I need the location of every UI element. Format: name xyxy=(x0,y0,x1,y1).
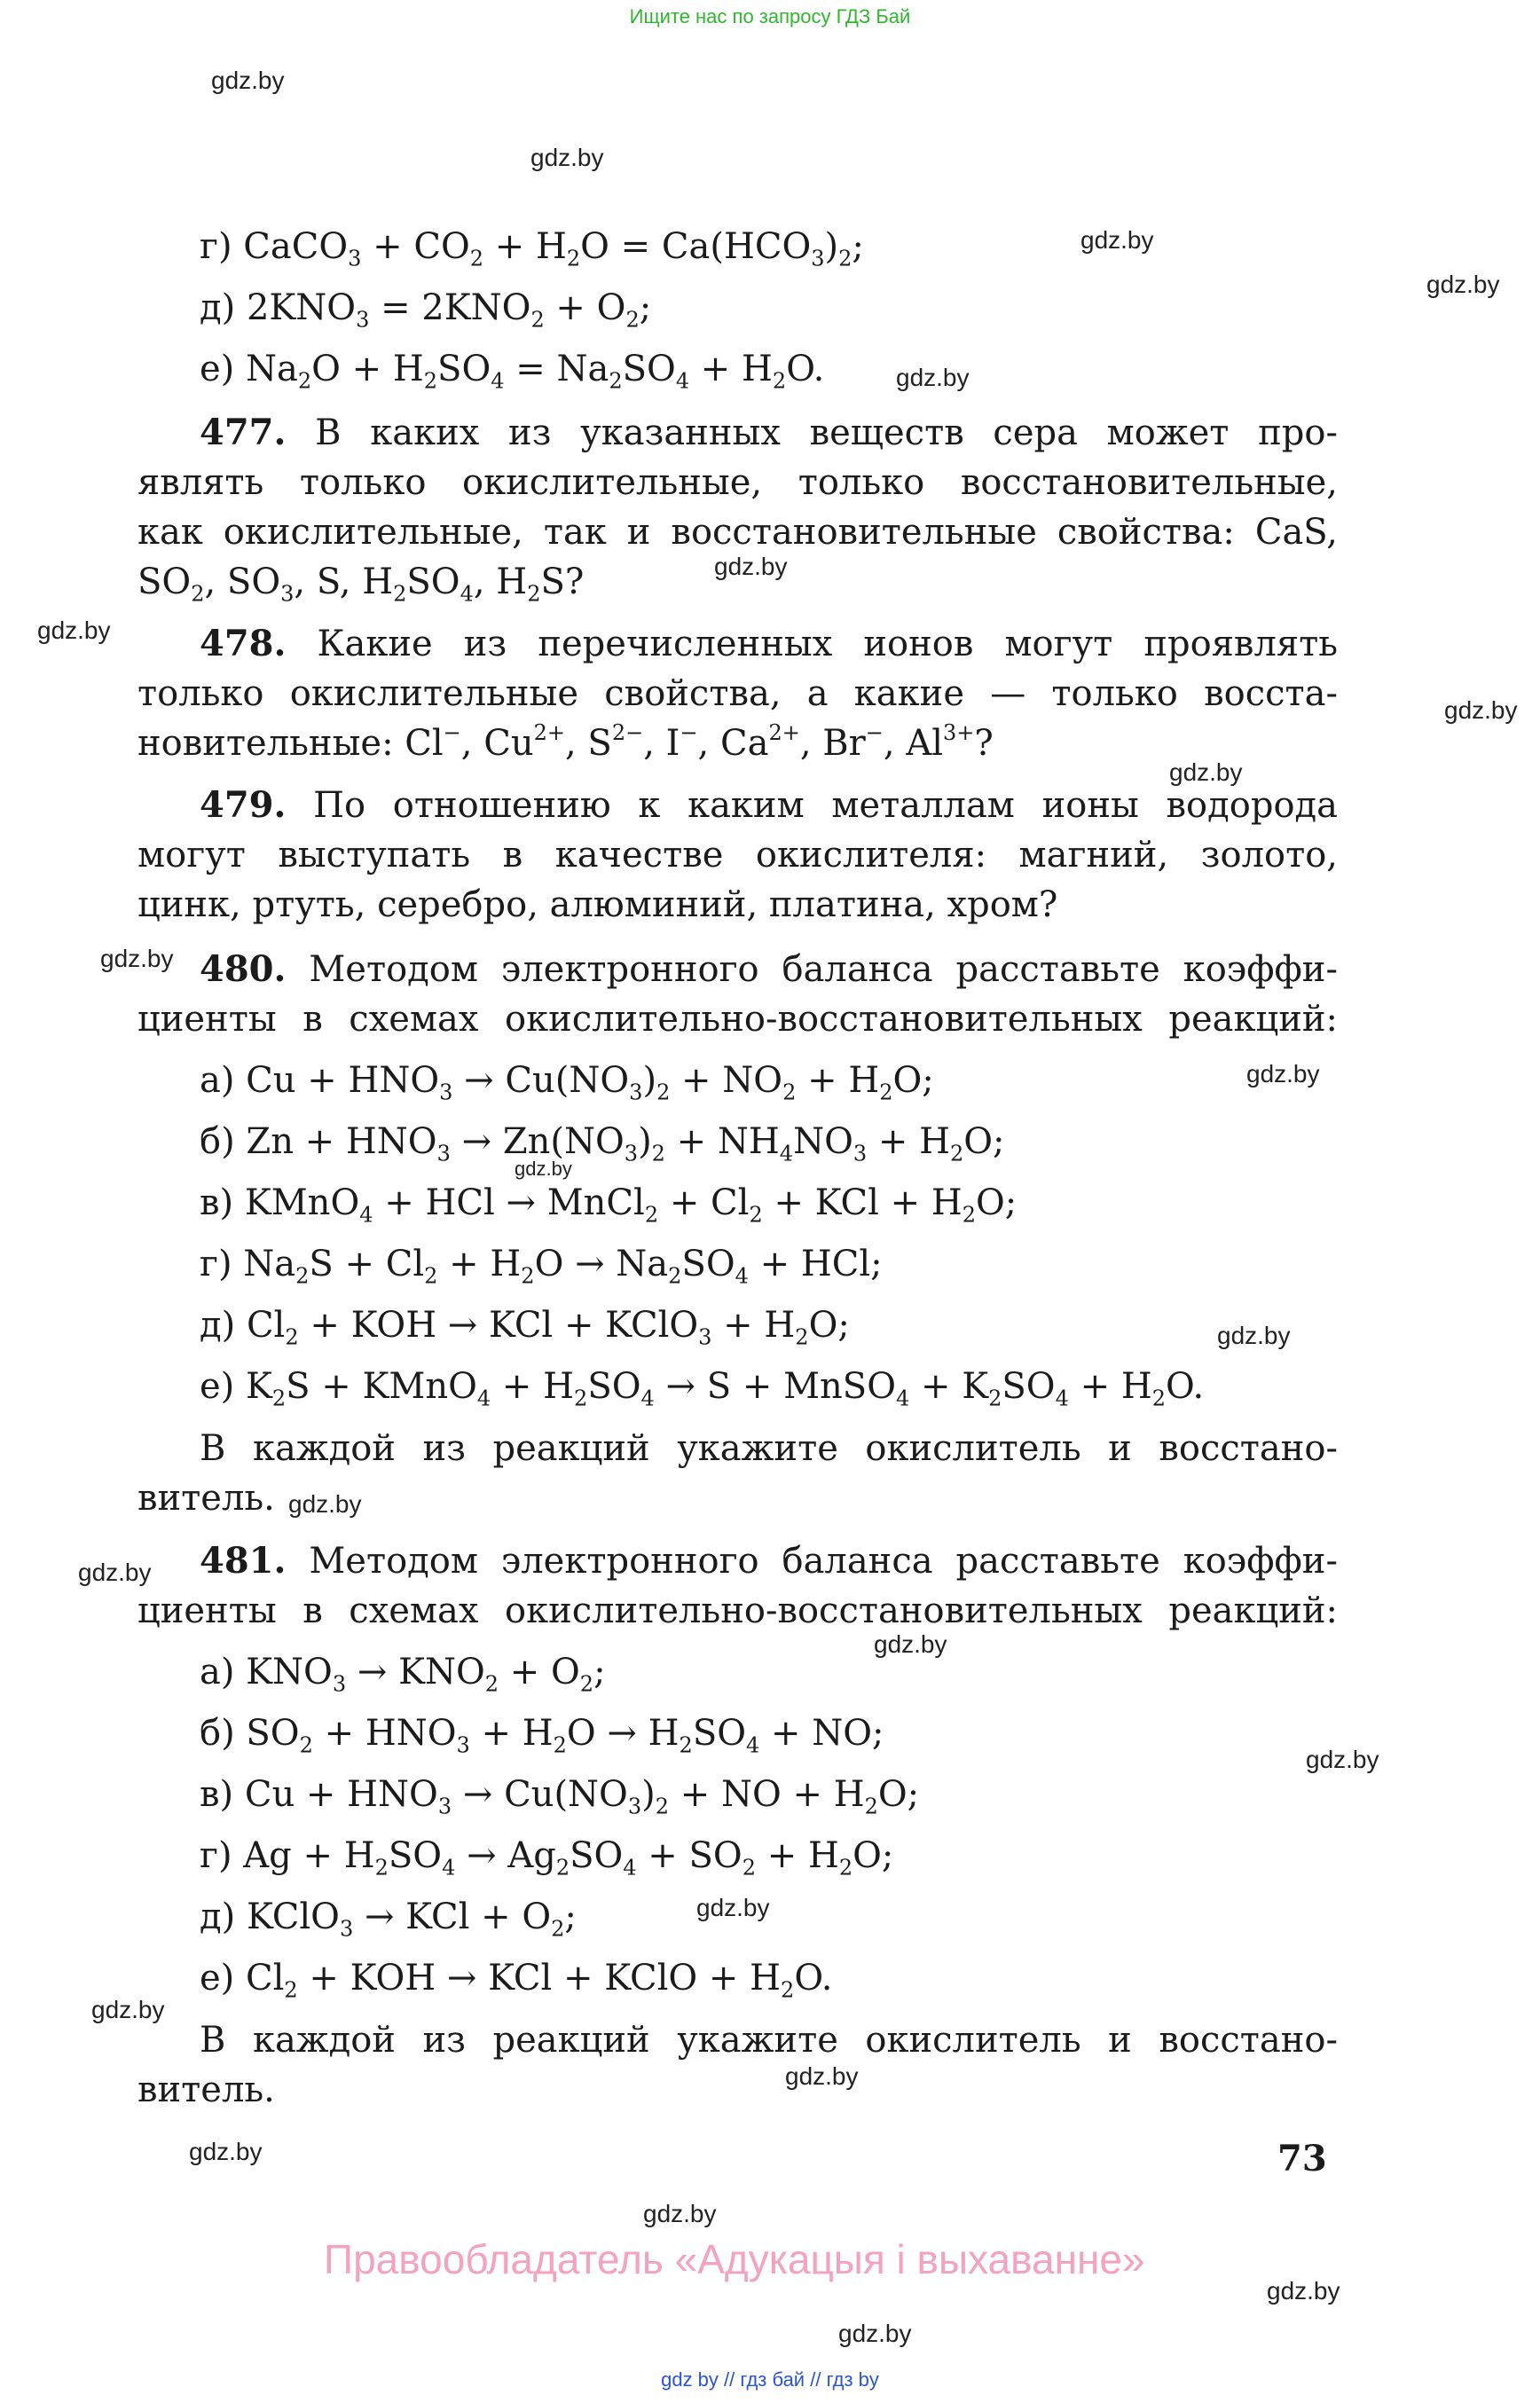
formula-text: SO xyxy=(570,1835,624,1876)
index-subscript: 4 xyxy=(896,1386,910,1411)
index-subscript: 2 xyxy=(297,368,312,394)
reaction-476-e xyxy=(200,344,824,394)
index-subscript: 3 xyxy=(348,246,362,271)
formula-text: , SO xyxy=(204,561,281,602)
footer-link[interactable]: гдз бай xyxy=(740,2368,805,2391)
task-478-line-2: только окислительные свойства, а какие — только восста- xyxy=(138,673,1338,714)
index-subscript: 2 xyxy=(566,246,581,271)
reaction-formula xyxy=(243,1244,883,1289)
task-number: 481. xyxy=(200,1540,287,1582)
index-subscript: 3 xyxy=(624,1141,639,1166)
watermark: gdz.by xyxy=(1217,1322,1291,1349)
formula-text: , S, H xyxy=(294,561,394,602)
index-subscript: 2 xyxy=(782,1080,797,1105)
formula-text: O. xyxy=(794,1958,833,1999)
formula-text: + KCl + H xyxy=(762,1182,962,1223)
top-banner[interactable]: Ищите нас по запросу ГДЗ Бай xyxy=(629,5,911,27)
index-subscript: 2 xyxy=(295,1263,310,1289)
charge-superscript: − xyxy=(865,720,884,746)
formula-text: + HCl → MnCl xyxy=(373,1182,645,1223)
index-subscript: 2 xyxy=(527,581,541,607)
charge-superscript: 2+ xyxy=(768,720,800,746)
task-479-line-3: цинк, ртуть, серебро, алюминий, платина, хром? xyxy=(138,884,1058,925)
formula-text: , Br xyxy=(799,723,866,764)
index-subscript: 4 xyxy=(623,1855,637,1881)
reaction-formula xyxy=(246,1121,1005,1166)
formula-text: O. xyxy=(786,349,825,389)
watermark: gdz.by xyxy=(1080,226,1154,254)
index-subscript: 3 xyxy=(698,1324,712,1350)
reaction-formula xyxy=(243,1835,894,1881)
task-number: 479. xyxy=(200,784,287,826)
formula-text: 2KNO xyxy=(246,287,357,328)
index-subscript: 2 xyxy=(374,1855,389,1881)
index-subscript: 4 xyxy=(640,1386,655,1411)
reaction-481-v xyxy=(200,1770,919,1819)
index-subscript: 4 xyxy=(735,1263,749,1289)
task-478-line-1 xyxy=(138,619,1338,669)
formula-text: SO xyxy=(246,1713,300,1754)
formula-text: + H xyxy=(491,1366,575,1407)
index-subscript: 4 xyxy=(779,1141,794,1166)
formula-text: ) xyxy=(638,1121,652,1162)
reaction-label: д) xyxy=(200,287,236,328)
watermark: gdz.by xyxy=(189,2138,263,2165)
reaction-480-g xyxy=(200,1239,883,1289)
index-subscript: 2 xyxy=(191,581,205,607)
formula-text: → Cu(NO xyxy=(452,1774,628,1815)
formula-text: + O xyxy=(499,1652,580,1692)
reaction-476-g xyxy=(200,222,864,271)
formula-text: O. xyxy=(1166,1366,1205,1407)
formula-text: S + Cl xyxy=(309,1244,425,1284)
index-subscript: 3 xyxy=(811,246,825,271)
reaction-formula xyxy=(246,1060,934,1105)
formula-text: S? xyxy=(540,561,585,602)
reaction-label: г) xyxy=(200,1835,232,1876)
task-477-line-3: как окислительные, так и восстановительные свойства: CaS, xyxy=(138,512,1338,553)
formula-text: O + H xyxy=(311,349,424,389)
task-number: 478. xyxy=(200,623,287,664)
formula-text: + H xyxy=(437,1244,522,1284)
rights-holder-watermark: Правообладатель «Адукацыя і выхаванне» xyxy=(324,2236,1145,2282)
reaction-label: б) xyxy=(200,1121,235,1162)
reaction-476-d xyxy=(200,283,651,333)
formula-text: Cl xyxy=(246,1958,285,1999)
task-479-line-2: могут выступать в качестве окислителя: магний, золото, xyxy=(138,835,1338,876)
formula-text: + SO xyxy=(636,1835,742,1876)
index-subscript: 2 xyxy=(644,1202,659,1228)
index-subscript: 2 xyxy=(879,1080,893,1105)
reaction-label: е) xyxy=(200,1958,235,1999)
watermark: gdz.by xyxy=(530,144,604,171)
index-subscript: 2 xyxy=(838,246,852,271)
formula-text: → Zn(NO xyxy=(450,1121,625,1162)
formula-text: , H xyxy=(473,561,528,602)
formula-text: SO xyxy=(138,561,192,602)
reaction-formula xyxy=(246,1713,884,1758)
task-text: В каких из указанных веществ сера может про- xyxy=(315,412,1338,453)
formula-text: Zn + HNO xyxy=(246,1121,437,1162)
index-subscript: 2 xyxy=(521,1263,535,1289)
task-text: Какие из перечисленных ионов могут проявлять xyxy=(317,624,1339,664)
formula-text: O = Ca(HCO xyxy=(580,226,812,267)
reaction-label: е) xyxy=(200,1366,235,1407)
reaction-label: а) xyxy=(200,1060,235,1101)
watermark: gdz.by xyxy=(896,364,970,391)
reaction-label: г) xyxy=(200,226,232,267)
reaction-label: б) xyxy=(200,1713,235,1754)
task-text: По отношению к каким металлам ионы водорода xyxy=(313,785,1338,826)
formula-text: SO xyxy=(692,1713,747,1754)
task-480-note-1: В каждой из реакций укажите окислитель и восстано- xyxy=(200,1428,1338,1469)
index-subscript: 2 xyxy=(988,1386,1002,1411)
task-477-line-4 xyxy=(138,557,584,607)
reaction-formula xyxy=(244,1774,920,1819)
reaction-481-e xyxy=(200,1953,833,2003)
formula-text: + NO xyxy=(670,1060,783,1101)
watermark: gdz.by xyxy=(1306,1746,1379,1773)
reaction-formula xyxy=(244,1182,1018,1228)
reaction-480-b xyxy=(200,1117,1005,1166)
index-subscript: 2 xyxy=(949,1141,964,1166)
watermark: gdz.by xyxy=(78,1559,152,1586)
index-subscript: 2 xyxy=(555,1855,570,1881)
reaction-label: в) xyxy=(200,1774,234,1815)
index-subscript: 4 xyxy=(476,1386,491,1411)
task-477-line-1 xyxy=(138,408,1338,458)
index-subscript: 2 xyxy=(838,1855,853,1881)
reaction-label: а) xyxy=(200,1652,235,1692)
formula-text: + HCl; xyxy=(748,1244,883,1284)
reaction-formula xyxy=(246,1305,850,1350)
charge-superscript: 2+ xyxy=(533,720,565,746)
index-subscript: 3 xyxy=(852,1141,868,1166)
watermark: gdz.by xyxy=(211,67,285,94)
index-subscript: 2 xyxy=(484,1671,499,1697)
formula-text: ? xyxy=(974,723,994,764)
index-subscript: 4 xyxy=(442,1855,456,1881)
task-479-line-1 xyxy=(138,781,1338,830)
formula-text: CaCO xyxy=(243,226,349,267)
task-480-line-2: циенты в схемах окислительно-восстановительных реакций: xyxy=(138,999,1338,1040)
formula-text: KClO xyxy=(246,1896,340,1937)
reaction-480-a xyxy=(200,1056,934,1105)
formula-text: O; xyxy=(892,1060,934,1101)
formula-text: + H xyxy=(1068,1366,1152,1407)
index-subscript: 4 xyxy=(491,368,505,394)
formula-text: новительные: Cl xyxy=(138,723,444,764)
formula-text: → S + MnSO xyxy=(654,1366,897,1407)
watermark: gdz.by xyxy=(1444,696,1518,724)
index-subscript: 2 xyxy=(609,368,623,394)
footer-link[interactable]: gdz by xyxy=(661,2368,719,2391)
index-subscript: 2 xyxy=(469,246,484,271)
page-number: 73 xyxy=(1277,2138,1327,2179)
task-number: 477. xyxy=(200,412,287,453)
charge-superscript: − xyxy=(443,720,461,746)
watermark: gdz.by xyxy=(100,945,174,972)
reaction-480-d xyxy=(200,1300,850,1350)
index-subscript: 2 xyxy=(574,1386,588,1411)
formula-text: , Ca xyxy=(697,723,769,764)
index-subscript: 2 xyxy=(749,1202,763,1228)
formula-text: + H xyxy=(689,349,773,389)
index-subscript: 2 xyxy=(285,1324,299,1350)
formula-text: SO xyxy=(622,349,676,389)
index-subscript: 3 xyxy=(356,307,370,333)
task-481-line-2: циенты в схемах окислительно-восстановительных реакций: xyxy=(138,1590,1338,1631)
reaction-481-a xyxy=(200,1647,606,1697)
task-477-line-2: являть только окислительные, только восстановительные, xyxy=(138,462,1338,503)
formula-text: + NO; xyxy=(759,1713,884,1754)
index-subscript: 4 xyxy=(460,581,474,607)
formula-text: ; xyxy=(852,226,864,267)
task-number: 480. xyxy=(200,948,287,990)
index-subscript: 4 xyxy=(359,1202,373,1228)
index-subscript: 3 xyxy=(456,1732,470,1758)
formula-text: O → H xyxy=(566,1713,680,1754)
formula-text: Cu + HNO xyxy=(244,1774,438,1815)
formula-text: + K xyxy=(909,1366,989,1407)
reaction-label: в) xyxy=(200,1182,234,1223)
formula-text: SO xyxy=(1002,1366,1056,1407)
formula-text: Cu + HNO xyxy=(246,1060,440,1101)
index-subscript: 2 xyxy=(742,1855,756,1881)
formula-text: SO xyxy=(587,1366,641,1407)
formula-text: = Na xyxy=(504,349,609,389)
index-subscript: 3 xyxy=(280,581,295,607)
reaction-480-v xyxy=(200,1178,1017,1228)
formula-text: + H xyxy=(756,1835,839,1876)
index-subscript: 2 xyxy=(579,1671,594,1697)
index-subscript: 2 xyxy=(655,1794,670,1819)
formula-text: Na xyxy=(246,349,298,389)
watermark: gdz.by xyxy=(785,2062,859,2090)
index-subscript: 2 xyxy=(423,368,438,394)
watermark: gdz.by xyxy=(91,1996,165,2023)
index-subscript: 3 xyxy=(436,1141,451,1166)
formula-text: + KOH → KCl + KClO xyxy=(298,1305,699,1346)
index-subscript: 3 xyxy=(439,1080,453,1105)
footer-links xyxy=(0,2368,1540,2391)
formula-text: S + KMnO xyxy=(286,1366,477,1407)
formula-text: Cl xyxy=(246,1305,286,1346)
formula-text: KNO xyxy=(246,1652,333,1692)
task-481-note-1: В каждой из реакций укажите окислитель и восстано- xyxy=(200,2020,1338,2061)
index-subscript: 4 xyxy=(1055,1386,1069,1411)
formula-text: SO xyxy=(388,1835,443,1876)
formula-text: Na xyxy=(243,1244,296,1284)
formula-text: SO xyxy=(681,1244,735,1284)
reaction-481-g xyxy=(200,1831,893,1881)
index-subscript: 2 xyxy=(1151,1386,1166,1411)
task-481-line-1 xyxy=(138,1536,1338,1586)
formula-text: + Cl xyxy=(658,1182,750,1223)
formula-text: ; xyxy=(593,1652,606,1692)
index-subscript: 3 xyxy=(339,1916,354,1942)
formula-text: ) xyxy=(641,1774,656,1815)
formula-text: → Ag xyxy=(455,1835,556,1876)
task-480-note-2: витель. xyxy=(138,1478,275,1519)
formula-text: Ag + H xyxy=(243,1835,375,1876)
formula-text: → KNO xyxy=(346,1652,485,1692)
task-text: Методом электронного баланса расставьте коэффи- xyxy=(309,949,1338,990)
index-subscript: 4 xyxy=(675,368,690,394)
formula-text: O; xyxy=(808,1305,850,1346)
formula-text: + NO + H xyxy=(669,1774,865,1815)
reaction-label: е) xyxy=(200,349,235,389)
reaction-480-e xyxy=(200,1362,1204,1411)
footer-separator: // xyxy=(724,2368,735,2391)
formula-text: + NH xyxy=(664,1121,780,1162)
index-subscript: 3 xyxy=(437,1794,452,1819)
formula-text: + CO xyxy=(361,226,470,267)
reaction-formula xyxy=(246,1896,577,1942)
watermark: gdz.by xyxy=(643,2200,717,2227)
reaction-formula xyxy=(246,1958,833,2003)
formula-text: ; xyxy=(639,287,652,328)
index-subscript: 2 xyxy=(553,1732,567,1758)
watermark: gdz.by xyxy=(838,2320,912,2347)
index-subscript: 3 xyxy=(627,1794,642,1819)
formula-text: + H xyxy=(469,1713,554,1754)
task-480-line-1 xyxy=(138,945,1338,994)
index-subscript: 2 xyxy=(530,307,545,333)
watermark: gdz.by xyxy=(1246,1060,1320,1088)
formula-text: SO xyxy=(437,349,491,389)
reaction-formula xyxy=(246,1366,1205,1411)
reaction-481-b xyxy=(200,1708,884,1758)
index-subscript: 2 xyxy=(284,1977,298,2003)
task-text: Методом электронного баланса расставьте коэффи- xyxy=(309,1541,1338,1582)
formula-text: NO xyxy=(793,1121,853,1162)
formula-text: , I xyxy=(643,723,680,764)
formula-text: O; xyxy=(877,1774,920,1815)
index-subscript: 2 xyxy=(651,1141,665,1166)
formula-text: + HNO xyxy=(312,1713,457,1754)
watermark: gdz.by xyxy=(1169,758,1243,786)
formula-text: O; xyxy=(852,1835,894,1876)
index-subscript: 2 xyxy=(781,1977,795,2003)
index-subscript: 2 xyxy=(271,1386,287,1411)
index-subscript: 4 xyxy=(746,1732,760,1758)
watermark: gdz.by xyxy=(515,1158,572,1180)
formula-text: + O xyxy=(544,287,626,328)
reaction-formula xyxy=(246,349,825,394)
formula-text: → Cu(NO xyxy=(452,1060,630,1101)
footer-separator: // xyxy=(810,2368,821,2391)
formula-text: ) xyxy=(824,226,839,267)
reaction-formula xyxy=(246,1652,606,1697)
formula-text: , Al xyxy=(883,723,943,764)
index-subscript: 2 xyxy=(679,1732,693,1758)
formula-text: + H xyxy=(483,226,567,267)
index-subscript: 3 xyxy=(629,1080,643,1105)
watermark: gdz.by xyxy=(696,1894,770,1921)
index-subscript: 2 xyxy=(393,581,407,607)
formula-text: K xyxy=(246,1366,272,1407)
formula-text: KMnO xyxy=(244,1182,360,1223)
formula-text: → KCl + O xyxy=(353,1896,552,1937)
reaction-label: д) xyxy=(200,1896,236,1937)
watermark: gdz.by xyxy=(37,616,111,644)
formula-text: ) xyxy=(642,1060,657,1101)
reaction-label: д) xyxy=(200,1305,236,1346)
index-subscript: 2 xyxy=(656,1080,671,1105)
formula-text: O; xyxy=(963,1121,1005,1162)
task-481-note-2: витель. xyxy=(138,2069,275,2110)
watermark: gdz.by xyxy=(1426,271,1500,298)
index-subscript: 2 xyxy=(668,1263,682,1289)
formula-text: O; xyxy=(976,1182,1018,1223)
footer-link[interactable]: гдз by xyxy=(826,2368,879,2391)
index-subscript: 2 xyxy=(864,1794,878,1819)
charge-superscript: 3+ xyxy=(943,720,975,746)
watermark: gdz.by xyxy=(714,553,788,580)
task-478-line-3 xyxy=(138,719,994,768)
formula-text: + H xyxy=(796,1060,880,1101)
reaction-formula xyxy=(246,287,652,333)
index-subscript: 3 xyxy=(332,1671,347,1697)
task-ions xyxy=(138,720,994,764)
index-subscript: 2 xyxy=(962,1202,976,1228)
charge-superscript: 2− xyxy=(611,720,644,746)
watermark: gdz.by xyxy=(874,1630,947,1658)
formula-text: , S xyxy=(564,723,612,764)
formula-text: SO xyxy=(406,561,460,602)
formula-text: + H xyxy=(711,1305,796,1346)
formula-text: + H xyxy=(867,1121,950,1162)
watermark: gdz.by xyxy=(1267,2277,1340,2305)
index-subscript: 2 xyxy=(625,307,640,333)
task-formulas xyxy=(138,561,585,607)
charge-superscript: − xyxy=(680,720,698,746)
formula-text: O → Na xyxy=(534,1244,669,1284)
formula-text: ; xyxy=(564,1896,577,1937)
reaction-formula xyxy=(243,226,864,271)
index-subscript: 2 xyxy=(299,1732,313,1758)
formula-text: , Cu xyxy=(460,723,534,764)
reaction-481-d xyxy=(200,1892,577,1942)
reaction-label: г) xyxy=(200,1244,232,1284)
watermark: gdz.by xyxy=(288,1490,362,1518)
index-subscript: 2 xyxy=(551,1916,565,1942)
formula-text: = 2KNO xyxy=(369,287,531,328)
index-subscript: 2 xyxy=(424,1263,438,1289)
index-subscript: 2 xyxy=(795,1324,809,1350)
index-subscript: 2 xyxy=(772,368,787,394)
formula-text: + KOH → KCl + KClO + H xyxy=(297,1958,782,1999)
